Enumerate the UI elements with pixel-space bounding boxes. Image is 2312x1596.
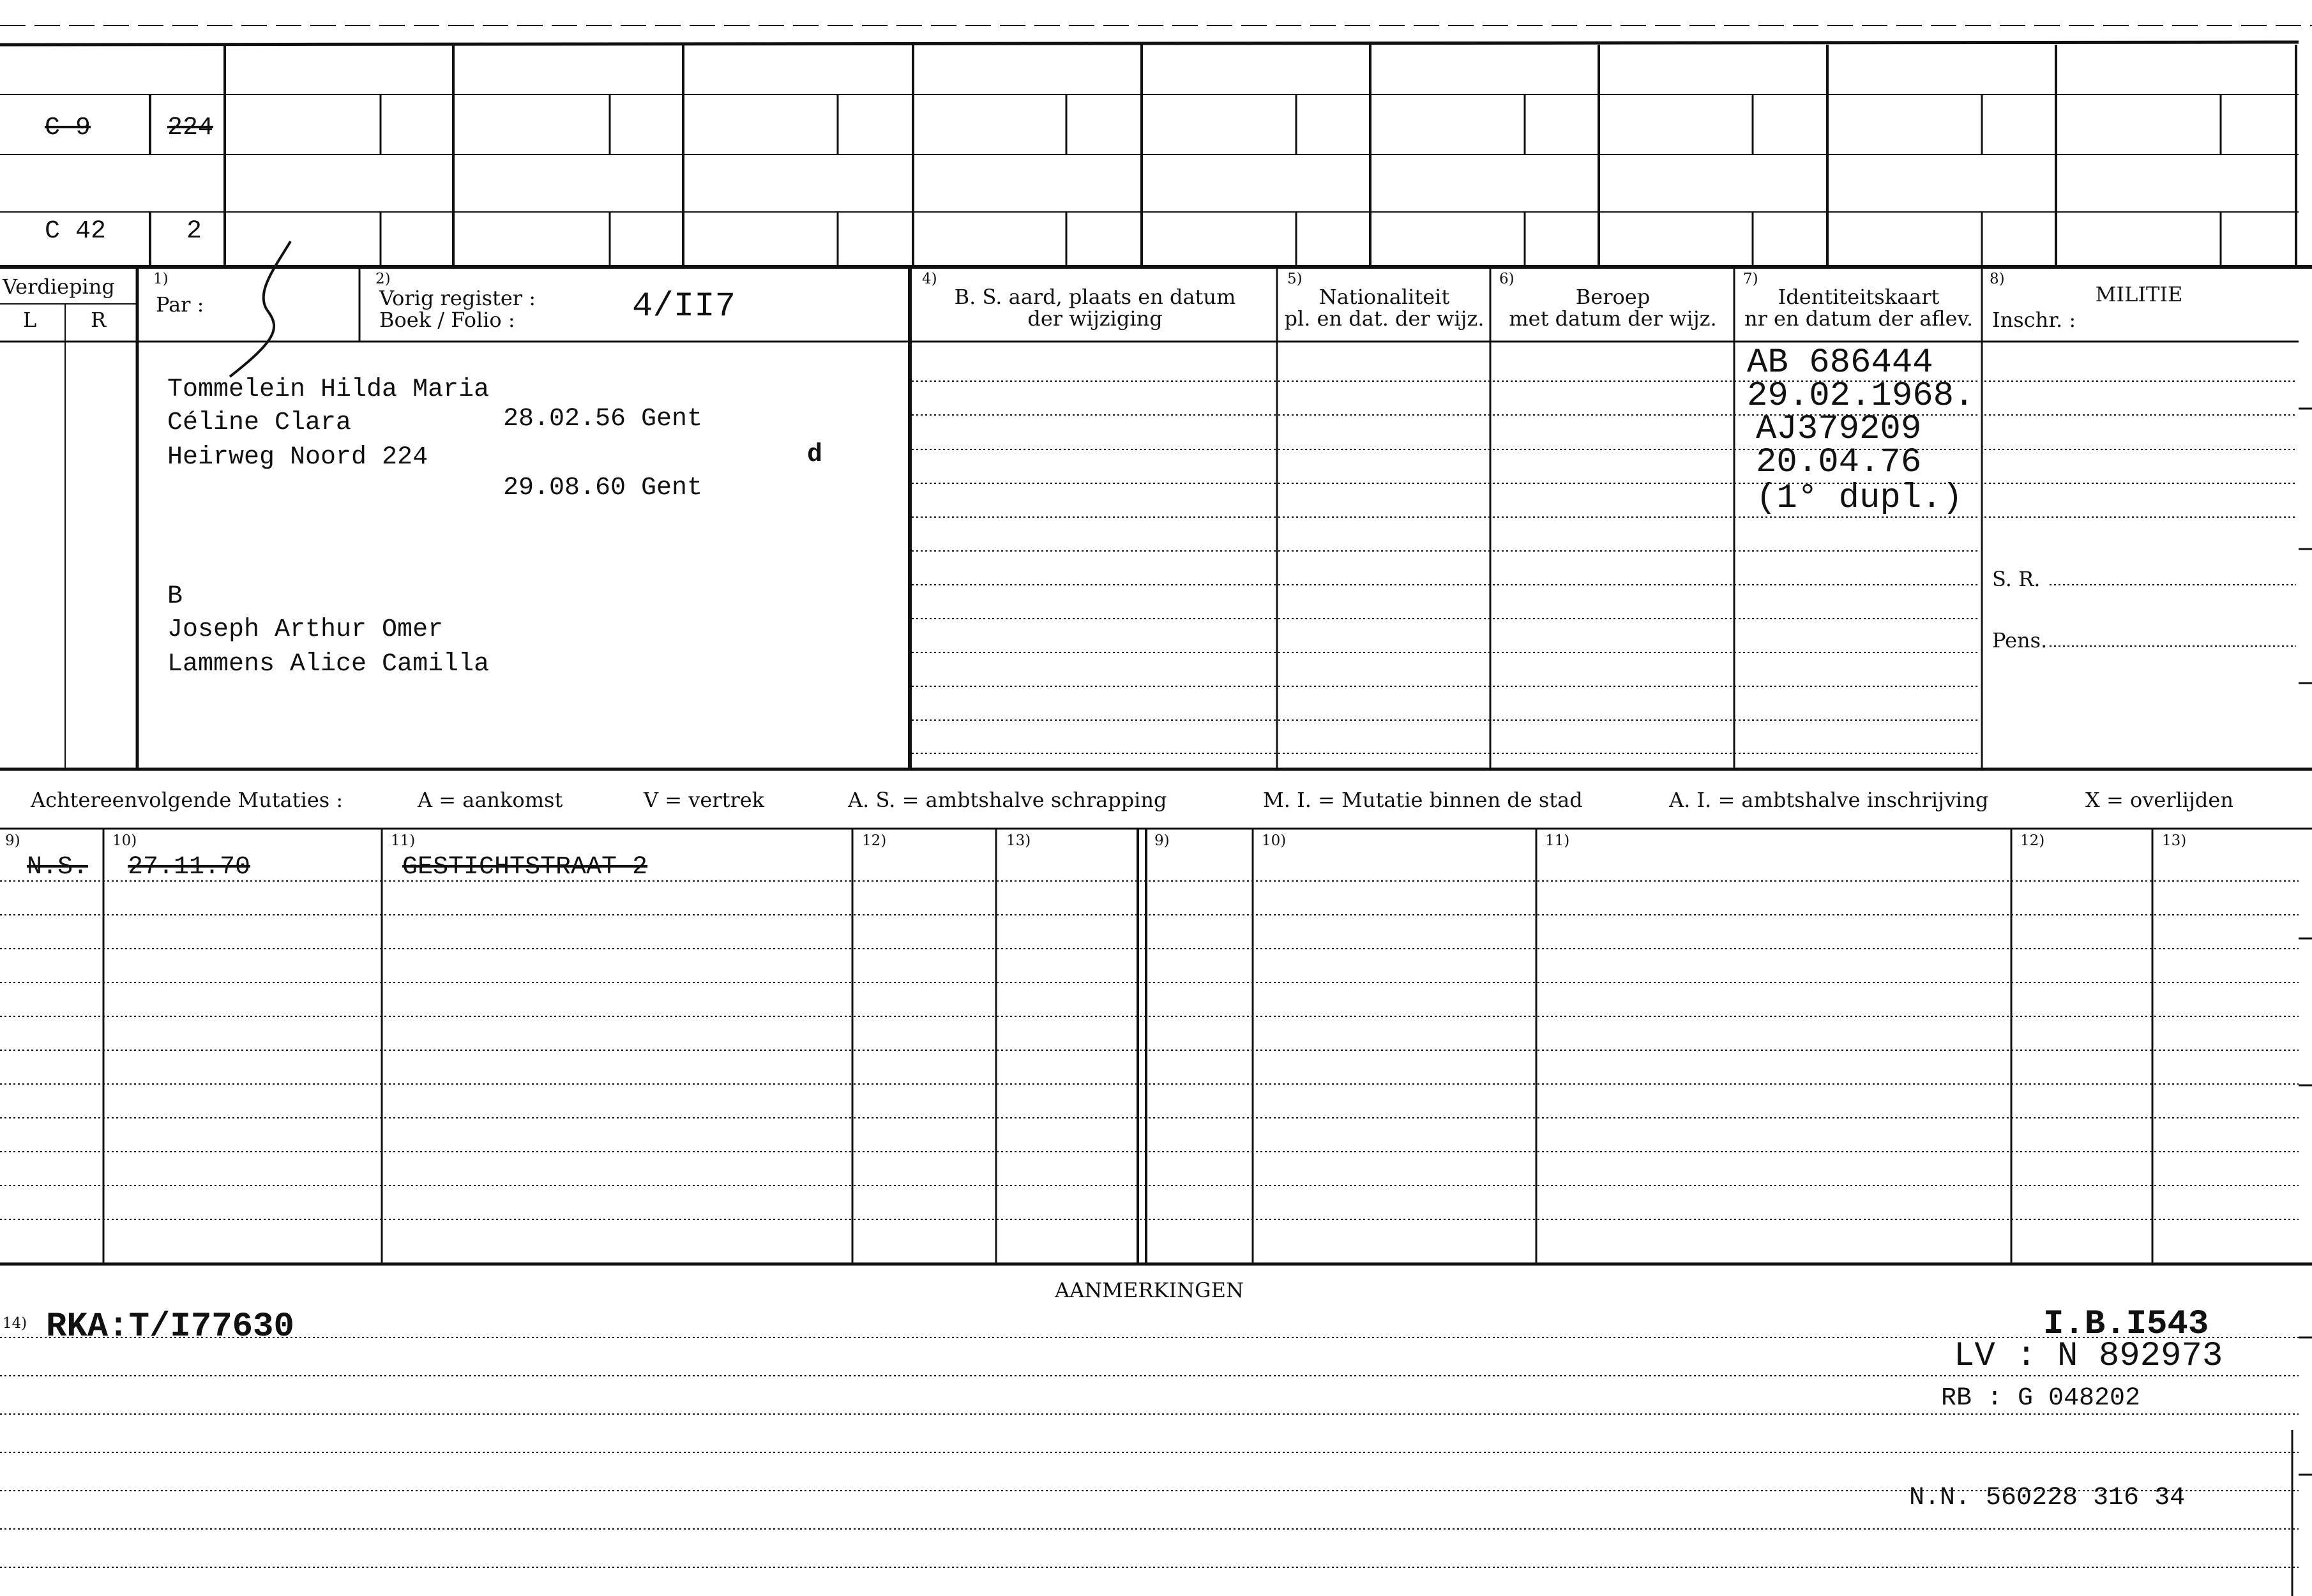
nationaliteit-header-line2: pl. en dat. der wijz. — [1284, 306, 1485, 331]
legend-vertrek: V = vertrek — [644, 788, 765, 812]
legend-ambtshalve-schrapping: A. S. = ambtshalve schrapping — [848, 788, 1167, 812]
par-number: 1) — [153, 271, 169, 287]
id-card-note: (1° dupl.) — [1756, 479, 1963, 518]
beroep-header-line1: Beroep — [1575, 285, 1651, 309]
sr-label: S. R. — [1992, 567, 2041, 591]
boek-folio-label: Boek / Folio : — [379, 308, 515, 332]
mutation-address: GESTICHTSTRAAT 2 — [402, 853, 648, 882]
verdieping-l-label: L — [23, 308, 37, 332]
parents-mark: B — [167, 582, 183, 611]
id-card-1: AB 686444 — [1747, 343, 1933, 382]
father-name: Joseph Arthur Omer — [167, 615, 444, 644]
bs-header-line2: der wijziging — [1027, 306, 1163, 331]
militie-header: MILITIE — [2095, 282, 2183, 306]
legend-mutatie-binnen-stad: M. I. = Mutatie binnen de stad — [1263, 788, 1583, 812]
pens-label: Pens. — [1992, 628, 2048, 652]
vorig-register-label: Vorig register : — [379, 286, 536, 310]
register-number: 2 — [186, 217, 202, 246]
id-card-2-date: 20.04.76 — [1756, 443, 1922, 482]
mutation-col-11: 11) — [391, 832, 416, 849]
verdieping-r-label: R — [91, 308, 107, 332]
old-register-section: C 9 — [45, 114, 91, 142]
aanmerkingen-title: AANMERKINGEN — [1055, 1278, 1244, 1302]
nationaliteit-number: 5) — [1287, 271, 1303, 287]
remarks-rka: RKA:T/I77630 — [46, 1307, 294, 1346]
beroep-number: 6) — [1499, 271, 1515, 287]
register-section: C 42 — [45, 217, 107, 246]
par-label: Par : — [156, 292, 204, 317]
vorig-number: 2) — [375, 271, 391, 287]
militie-number: 8) — [1990, 271, 2005, 287]
mutation-col-12: 12) — [862, 832, 887, 849]
person-mark: d — [807, 440, 823, 469]
mutation-col-13: 13) — [1006, 832, 1031, 849]
remarks-rb: RB : G 048202 — [1941, 1384, 2141, 1413]
person-date2: 29.08.60 Gent — [503, 474, 703, 502]
person-name-line1: Tommelein Hilda Maria — [167, 375, 490, 404]
inschr-label: Inschr. : — [1992, 308, 2076, 332]
vorig-register-value: 4/II7 — [632, 287, 736, 326]
legend-title: Achtereenvolgende Mutaties : — [31, 788, 344, 812]
remarks-number: 14) — [3, 1315, 27, 1332]
verdieping-label: Verdieping — [3, 275, 115, 299]
remarks-ib: I.B.I543 — [2043, 1305, 2209, 1344]
person-name-line2: Céline Clara — [167, 409, 352, 437]
legend-overlijden: X = overlijden — [2085, 788, 2233, 812]
mother-name: Lammens Alice Camilla — [167, 650, 490, 679]
legend-aankomst: A = aankomst — [418, 788, 563, 812]
remarks-lv: LV : N 892973 — [1954, 1337, 2223, 1376]
old-register-number: 224 — [167, 114, 214, 142]
mutation-col-9: 9) — [5, 832, 20, 849]
mutation-col-12b: 12) — [2020, 832, 2045, 849]
mutation-code: N.S. — [27, 853, 89, 882]
beroep-header-line2: met datum der wijz. — [1509, 306, 1717, 331]
id-card-1-date: 29.02.1968. — [1747, 377, 1975, 416]
identiteitskaart-header-line1: Identiteitskaart — [1778, 285, 1940, 309]
person-birth: 28.02.56 Gent — [503, 405, 703, 433]
identiteitskaart-header-line2: nr en datum der aflev. — [1744, 306, 1974, 331]
legend-ambtshalve-inschrijving: A. I. = ambtshalve inschrijving — [1669, 788, 1989, 812]
mutation-col-10: 10) — [112, 832, 137, 849]
nationaliteit-header-line1: Nationaliteit — [1318, 285, 1450, 309]
identiteitskaart-number: 7) — [1743, 271, 1758, 287]
remarks-nn: N.N. 560228 316 34 — [1909, 1484, 2186, 1512]
mutation-date: 27.11.70 — [128, 853, 251, 882]
bs-number: 4) — [922, 271, 937, 287]
mutation-col-10b: 10) — [1262, 832, 1287, 849]
person-address: Heirweg Noord 224 — [167, 443, 428, 472]
bs-header-line1: B. S. aard, plaats en datum — [954, 285, 1236, 309]
mutation-col-9b: 9) — [1154, 832, 1170, 849]
id-card-2: AJ379209 — [1756, 410, 1922, 449]
mutation-col-13b: 13) — [2162, 832, 2187, 849]
mutation-col-11b: 11) — [1545, 832, 1570, 849]
